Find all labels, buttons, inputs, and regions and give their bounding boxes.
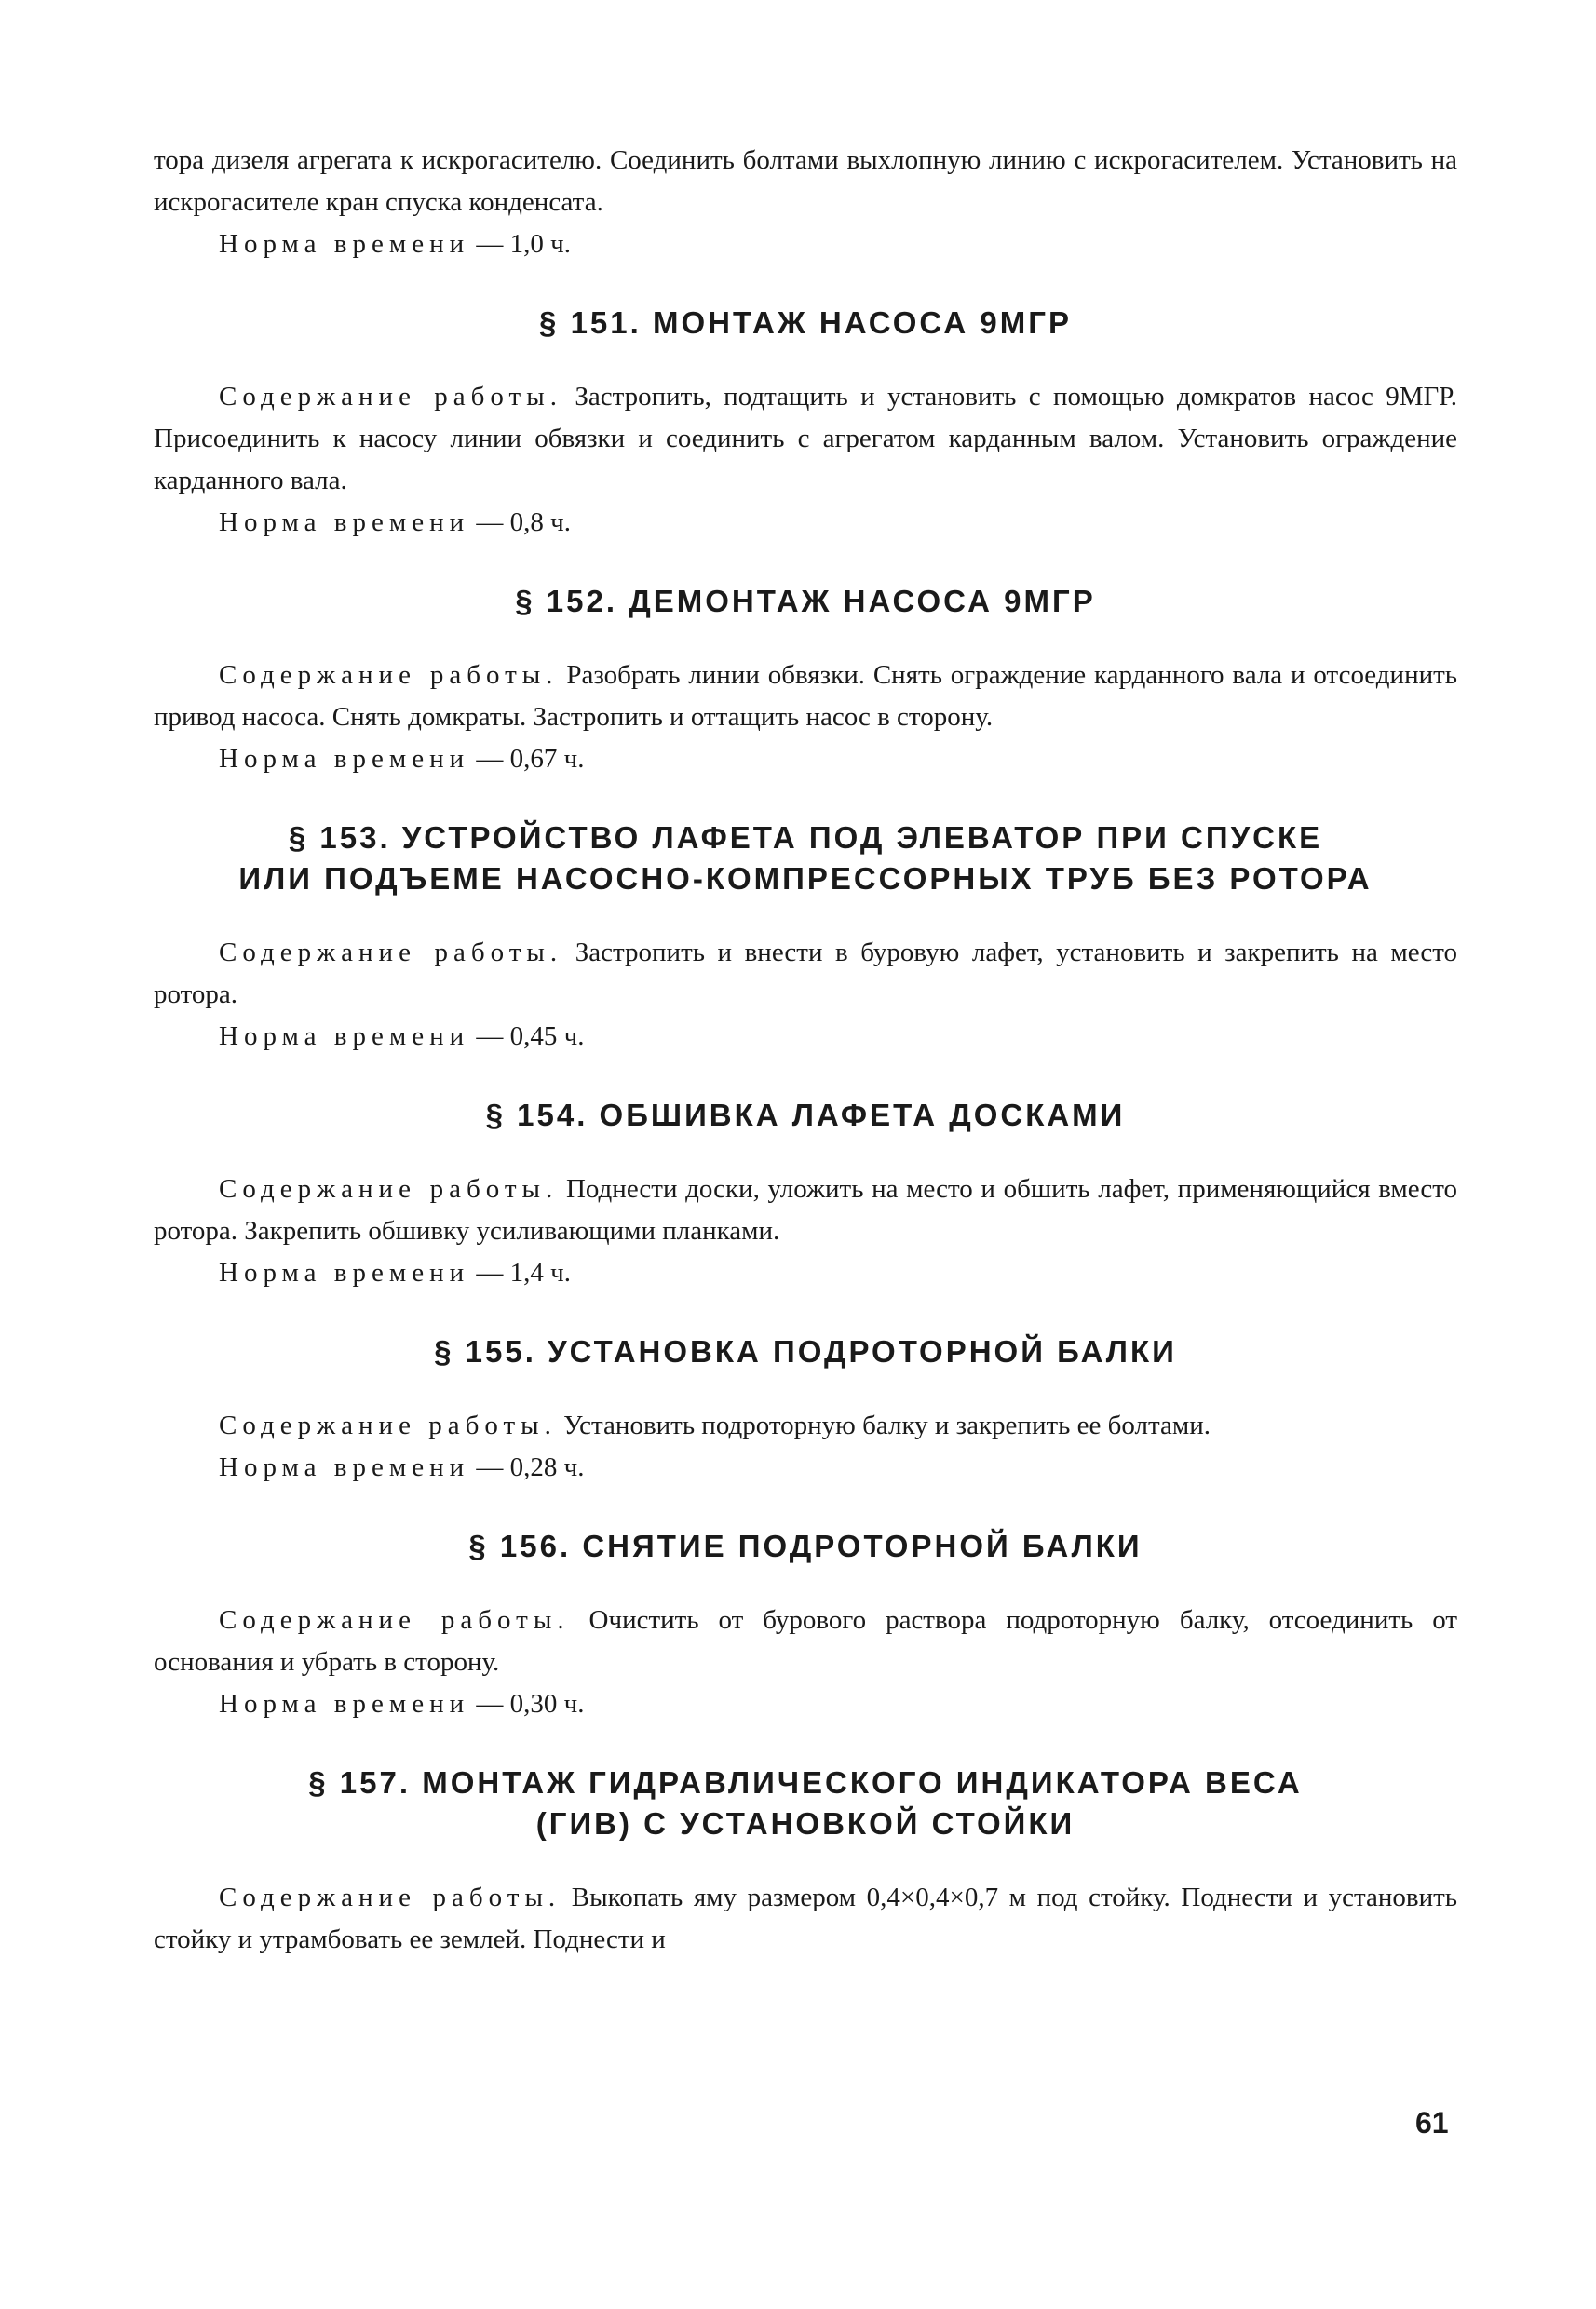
section-155-time-norm: [154, 1447, 1457, 1489]
section-152-title: § 152. ДЕМОНТАЖ НАСОСА 9МГР: [515, 584, 1096, 618]
section-156-content: [154, 1600, 1457, 1683]
time-norm-label: Норма времени: [219, 1452, 470, 1482]
intro-paragraph: тора дизеля агрегата к искрогасителю. Соединить болтами выхлопную линию с искрогасителем. Установить на искрогасителе кран спуска конденсата.: [154, 145, 1457, 217]
content-text: Очистить от бурового раствора подроторную балку, отсоединить от основания и убрать в сторону.: [154, 1605, 1457, 1677]
time-norm-label: Норма времени: [219, 229, 470, 259]
section-153-content: [154, 932, 1457, 1016]
content-text: Установить подроторную балку и закрепить ее болтами.: [563, 1411, 1211, 1440]
time-norm-label: Норма времени: [219, 1021, 470, 1051]
time-norm-value: — 0,28 ч.: [476, 1452, 585, 1482]
time-norm-value: — 1,0 ч.: [476, 229, 571, 259]
content-text: Разобрать линии обвязки. Снять ограждение карданного вала и отсоединить привод насоса. Снять домкраты. Застропить и оттащить насос в сторону.: [154, 660, 1458, 732]
section-155-title: § 155. УСТАНОВКА ПОДРОТОРНОЙ БАЛКИ: [434, 1334, 1177, 1369]
section-151-time-norm: [154, 502, 1457, 544]
section-153-title: § 153. УСТРОЙСТВО ЛАФЕТА ПОД ЭЛЕВАТОР ПРИ СПУСКЕ ИЛИ ПОДЪЕМЕ НАСОСНО-КОМПРЕССОРНЫХ ТРУБ БЕЗ РОТОРА: [238, 820, 1373, 896]
content-text: Застропить и внести в буровую лафет, установить и закрепить на место ротора.: [154, 938, 1458, 1009]
section-154-time-norm: [154, 1252, 1457, 1294]
section-151-content: [154, 376, 1457, 502]
section-153-time-norm: [154, 1016, 1457, 1058]
section-156-time-norm: [154, 1683, 1457, 1725]
page-number: 61: [1415, 2106, 1449, 2140]
content-text: Поднести доски, уложить на место и обшить лафет, применяющийся вместо ротора. Закрепить обшивку усиливающими планками.: [154, 1174, 1458, 1246]
intro-time-norm: [154, 223, 1457, 265]
content-label: Содержание работы.: [219, 382, 562, 412]
section-152-time-norm: [154, 738, 1457, 780]
time-norm-value: — 0,8 ч.: [476, 507, 571, 537]
time-norm-label: Норма времени: [219, 507, 470, 537]
page-content: [154, 140, 1457, 1961]
time-norm-label: Норма времени: [219, 744, 470, 774]
content-label: Содержание работы.: [219, 1174, 559, 1204]
section-155-content: [154, 1405, 1457, 1447]
content-text: Застропить, подтащить и установить с помощью домкратов насос 9МГР. Присоединить к насосу линии обвязки и соединить с агрегатом карданным валом. Установить ограждение карданного вала.: [154, 382, 1457, 495]
content-label: Содержание работы.: [219, 1883, 561, 1912]
section-157-content: [154, 1877, 1457, 1961]
section-157-title: § 157. МОНТАЖ ГИДРАВЛИЧЕСКОГО ИНДИКАТОРА ВЕСА (ГИВ) С УСТАНОВКОЙ СТОЙКИ: [308, 1765, 1303, 1841]
content-label: Содержание работы.: [219, 1605, 570, 1635]
time-norm-value: — 0,45 ч.: [476, 1021, 585, 1051]
content-text: Выкопать яму размером 0,4×0,4×0,7 м под стойку. Поднести и установить стойку и утрамбовать ее землей. Поднести и: [154, 1883, 1457, 1954]
content-label: Содержание работы.: [219, 1411, 557, 1440]
section-154-content: [154, 1168, 1457, 1252]
time-norm-value: — 1,4 ч.: [476, 1258, 571, 1288]
time-norm-label: Норма времени: [219, 1258, 470, 1288]
section-152-content: [154, 655, 1457, 738]
time-norm-value: — 0,67 ч.: [476, 744, 585, 774]
section-156-title: § 156. СНЯТИЕ ПОДРОТОРНОЙ БАЛКИ: [468, 1529, 1143, 1563]
content-label: Содержание работы.: [219, 938, 563, 967]
section-151-title: § 151. МОНТАЖ НАСОСА 9МГР: [539, 305, 1072, 340]
section-154-title: § 154. ОБШИВКА ЛАФЕТА ДОСКАМИ: [485, 1098, 1126, 1132]
content-label: Содержание работы.: [219, 660, 559, 690]
time-norm-label: Норма времени: [219, 1689, 470, 1719]
time-norm-value: — 0,30 ч.: [476, 1689, 585, 1719]
